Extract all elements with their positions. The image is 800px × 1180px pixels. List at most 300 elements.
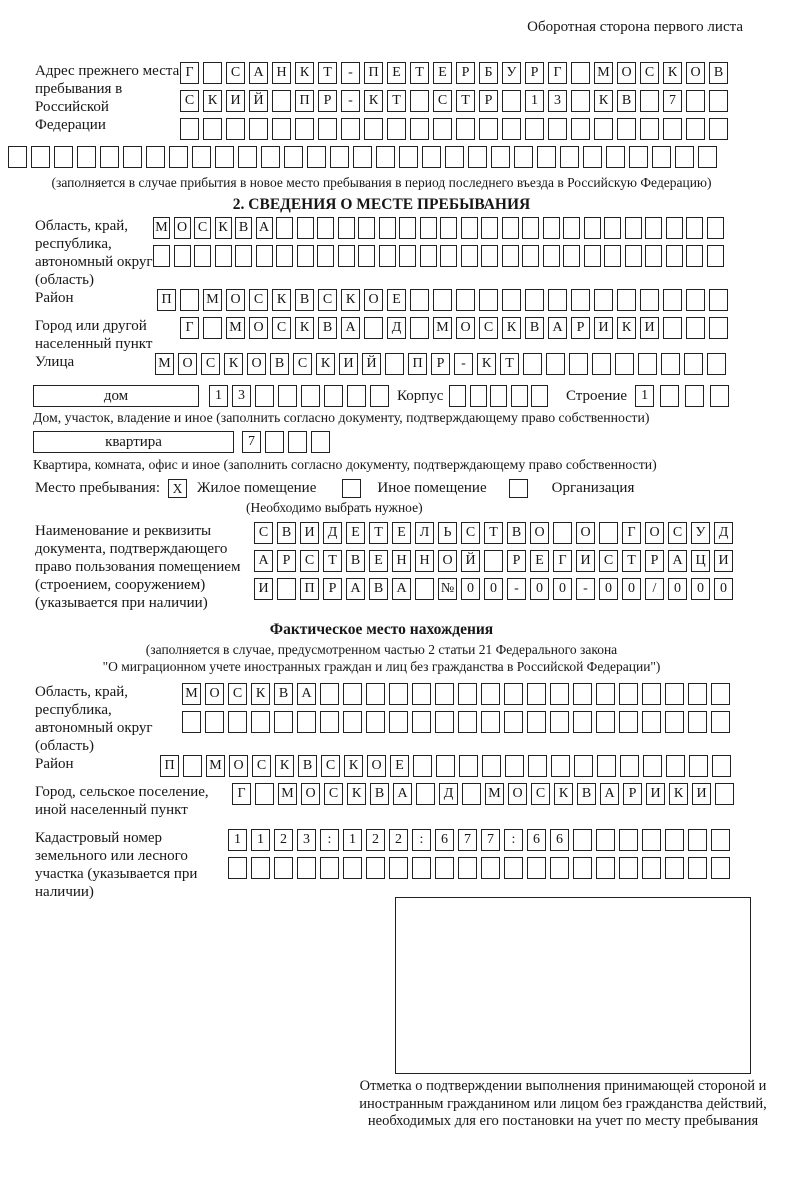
char-cell[interactable]: Й (362, 353, 381, 375)
char-cell[interactable]: С (226, 62, 245, 84)
char-cell[interactable]: - (454, 353, 473, 375)
char-cell[interactable]: А (393, 783, 412, 805)
char-cell[interactable]: С (228, 683, 247, 705)
char-cell[interactable] (504, 711, 523, 733)
char-cell[interactable] (153, 245, 170, 267)
char-cell[interactable] (433, 289, 452, 311)
char-cell[interactable]: Т (500, 353, 519, 375)
char-cell[interactable]: М (433, 317, 452, 339)
char-cell[interactable] (251, 711, 270, 733)
char-cell[interactable]: К (341, 289, 360, 311)
char-cell[interactable]: У (691, 522, 710, 544)
char-cell[interactable] (709, 289, 728, 311)
char-cell[interactable] (318, 118, 337, 140)
char-cell[interactable] (470, 385, 487, 407)
char-cell[interactable] (550, 711, 569, 733)
char-cell[interactable] (412, 683, 431, 705)
char-cell[interactable] (278, 385, 297, 407)
char-cell[interactable]: М (594, 62, 613, 84)
char-cell[interactable]: С (194, 217, 211, 239)
char-cell[interactable]: К (364, 90, 383, 112)
char-cell[interactable]: К (272, 289, 291, 311)
char-cell[interactable]: В (270, 353, 289, 375)
char-cell[interactable] (456, 118, 475, 140)
char-cell[interactable] (205, 711, 224, 733)
char-cell[interactable] (297, 217, 314, 239)
char-cell[interactable] (307, 146, 326, 168)
char-cell[interactable] (619, 857, 638, 879)
char-cell[interactable]: 7 (242, 431, 261, 453)
char-cell[interactable] (645, 245, 662, 267)
char-cell[interactable]: Ь (438, 522, 457, 544)
char-cell[interactable] (620, 755, 639, 777)
char-cell[interactable] (364, 317, 383, 339)
char-cell[interactable]: Р (525, 62, 544, 84)
char-cell[interactable]: В (525, 317, 544, 339)
char-cell[interactable] (389, 683, 408, 705)
char-cell[interactable] (686, 217, 703, 239)
char-cell[interactable] (412, 711, 431, 733)
char-cell[interactable]: 0 (691, 578, 710, 600)
char-cell[interactable] (330, 146, 349, 168)
char-cell[interactable] (596, 683, 615, 705)
char-cell[interactable]: 1 (635, 385, 654, 407)
char-cell[interactable] (297, 711, 316, 733)
char-cell[interactable] (629, 146, 648, 168)
char-cell[interactable] (459, 755, 478, 777)
char-cell[interactable] (502, 118, 521, 140)
char-cell[interactable]: С (293, 353, 312, 375)
char-cell[interactable]: А (392, 578, 411, 600)
char-cell[interactable]: С (324, 783, 343, 805)
char-cell[interactable]: В (298, 755, 317, 777)
char-cell[interactable]: С (599, 550, 618, 572)
char-cell[interactable]: И (594, 317, 613, 339)
char-cell[interactable]: С (640, 62, 659, 84)
char-cell[interactable] (573, 683, 592, 705)
char-cell[interactable] (215, 245, 232, 267)
char-cell[interactable] (228, 711, 247, 733)
char-cell[interactable]: О (249, 317, 268, 339)
char-cell[interactable] (146, 146, 165, 168)
char-cell[interactable]: С (254, 522, 273, 544)
char-cell[interactable] (77, 146, 96, 168)
char-cell[interactable]: Д (323, 522, 342, 544)
char-cell[interactable]: Г (232, 783, 251, 805)
char-cell[interactable]: Т (622, 550, 641, 572)
char-cell[interactable] (707, 217, 724, 239)
char-cell[interactable]: Т (369, 522, 388, 544)
char-cell[interactable] (461, 245, 478, 267)
char-cell[interactable] (546, 353, 565, 375)
char-cell[interactable]: К (224, 353, 243, 375)
char-cell[interactable]: О (645, 522, 664, 544)
char-cell[interactable] (663, 289, 682, 311)
char-cell[interactable] (642, 683, 661, 705)
char-cell[interactable] (272, 118, 291, 140)
char-cell[interactable]: Л (415, 522, 434, 544)
char-cell[interactable] (569, 353, 588, 375)
char-cell[interactable] (203, 118, 222, 140)
char-cell[interactable]: 0 (714, 578, 733, 600)
char-cell[interactable] (436, 755, 455, 777)
char-cell[interactable]: С (300, 550, 319, 572)
char-cell[interactable]: С (531, 783, 550, 805)
char-cell[interactable]: В (709, 62, 728, 84)
char-cell[interactable] (511, 385, 528, 407)
char-cell[interactable] (642, 829, 661, 851)
char-cell[interactable]: М (226, 317, 245, 339)
char-cell[interactable]: М (182, 683, 201, 705)
char-cell[interactable] (617, 289, 636, 311)
char-cell[interactable] (666, 245, 683, 267)
char-cell[interactable] (445, 146, 464, 168)
char-cell[interactable] (343, 857, 362, 879)
char-cell[interactable] (625, 217, 642, 239)
char-cell[interactable] (482, 755, 501, 777)
char-cell[interactable] (297, 245, 314, 267)
char-cell[interactable] (525, 118, 544, 140)
char-cell[interactable]: В (577, 783, 596, 805)
char-cell[interactable]: И (692, 783, 711, 805)
char-cell[interactable] (537, 146, 556, 168)
char-cell[interactable] (550, 857, 569, 879)
char-cell[interactable] (688, 711, 707, 733)
char-cell[interactable]: В (369, 578, 388, 600)
char-cell[interactable] (527, 711, 546, 733)
char-cell[interactable] (410, 90, 429, 112)
char-cell[interactable] (523, 353, 542, 375)
char-cell[interactable] (320, 711, 339, 733)
char-cell[interactable] (320, 857, 339, 879)
char-cell[interactable] (707, 353, 726, 375)
char-cell[interactable]: П (300, 578, 319, 600)
char-cell[interactable] (311, 431, 330, 453)
char-cell[interactable]: К (554, 783, 573, 805)
char-cell[interactable] (255, 385, 274, 407)
char-cell[interactable]: Т (318, 62, 337, 84)
char-cell[interactable] (491, 146, 510, 168)
char-cell[interactable]: Т (323, 550, 342, 572)
char-cell[interactable] (573, 857, 592, 879)
char-cell[interactable]: К (669, 783, 688, 805)
char-cell[interactable] (502, 289, 521, 311)
char-cell[interactable] (686, 317, 705, 339)
char-cell[interactable]: О (686, 62, 705, 84)
char-cell[interactable]: Н (415, 550, 434, 572)
char-cell[interactable]: П (364, 62, 383, 84)
char-cell[interactable]: № (438, 578, 457, 600)
char-cell[interactable]: Е (387, 289, 406, 311)
char-cell[interactable]: 0 (530, 578, 549, 600)
char-cell[interactable]: Т (410, 62, 429, 84)
char-cell[interactable] (531, 385, 548, 407)
char-cell[interactable] (379, 217, 396, 239)
char-cell[interactable] (563, 245, 580, 267)
char-cell[interactable] (481, 683, 500, 705)
char-cell[interactable]: 1 (228, 829, 247, 851)
char-cell[interactable] (366, 857, 385, 879)
char-cell[interactable] (594, 289, 613, 311)
char-cell[interactable] (256, 245, 273, 267)
char-cell[interactable] (596, 857, 615, 879)
char-cell[interactable]: Р (479, 90, 498, 112)
char-cell[interactable] (288, 431, 307, 453)
char-cell[interactable] (663, 317, 682, 339)
char-cell[interactable] (596, 711, 615, 733)
char-cell[interactable] (689, 755, 708, 777)
char-cell[interactable] (642, 857, 661, 879)
char-cell[interactable]: С (272, 317, 291, 339)
char-cell[interactable]: К (275, 755, 294, 777)
char-cell[interactable]: 7 (458, 829, 477, 851)
char-cell[interactable] (675, 146, 694, 168)
char-cell[interactable] (490, 385, 507, 407)
char-cell[interactable]: К (203, 90, 222, 112)
char-cell[interactable] (235, 245, 252, 267)
char-cell[interactable]: 1 (525, 90, 544, 112)
char-cell[interactable] (502, 245, 519, 267)
char-cell[interactable] (338, 245, 355, 267)
char-cell[interactable] (543, 217, 560, 239)
char-cell[interactable] (416, 783, 435, 805)
char-cell[interactable]: К (295, 317, 314, 339)
char-cell[interactable]: В (277, 522, 296, 544)
char-cell[interactable] (347, 385, 366, 407)
char-cell[interactable]: Т (484, 522, 503, 544)
char-cell[interactable]: А (600, 783, 619, 805)
char-cell[interactable]: 3 (297, 829, 316, 851)
char-cell[interactable]: 0 (599, 578, 618, 600)
char-cell[interactable]: К (477, 353, 496, 375)
char-cell[interactable]: О (178, 353, 197, 375)
char-cell[interactable] (297, 857, 316, 879)
char-cell[interactable] (249, 118, 268, 140)
char-cell[interactable]: О (226, 289, 245, 311)
char-cell[interactable]: С (180, 90, 199, 112)
char-cell[interactable] (410, 118, 429, 140)
char-cell[interactable] (666, 217, 683, 239)
char-cell[interactable]: - (576, 578, 595, 600)
char-cell[interactable]: А (341, 317, 360, 339)
char-cell[interactable]: 3 (232, 385, 251, 407)
char-cell[interactable]: Г (553, 550, 572, 572)
char-cell[interactable] (358, 217, 375, 239)
char-cell[interactable] (551, 755, 570, 777)
char-cell[interactable] (481, 217, 498, 239)
char-cell[interactable]: К (344, 755, 363, 777)
char-cell[interactable] (468, 146, 487, 168)
char-cell[interactable] (123, 146, 142, 168)
char-cell[interactable]: А (297, 683, 316, 705)
char-cell[interactable]: К (316, 353, 335, 375)
char-cell[interactable]: М (278, 783, 297, 805)
char-cell[interactable]: С (461, 522, 480, 544)
char-cell[interactable]: О (617, 62, 636, 84)
char-cell[interactable]: П (295, 90, 314, 112)
char-cell[interactable] (385, 353, 404, 375)
char-cell[interactable] (412, 857, 431, 879)
char-cell[interactable]: / (645, 578, 664, 600)
char-cell[interactable]: 7 (481, 829, 500, 851)
char-cell[interactable] (710, 385, 729, 407)
char-cell[interactable] (619, 711, 638, 733)
char-cell[interactable]: М (485, 783, 504, 805)
checkbox-inoe[interactable] (342, 479, 361, 498)
char-cell[interactable]: В (295, 289, 314, 311)
char-cell[interactable]: В (370, 783, 389, 805)
char-cell[interactable]: Д (439, 783, 458, 805)
char-cell[interactable]: И (714, 550, 733, 572)
char-cell[interactable]: О (530, 522, 549, 544)
char-cell[interactable] (399, 245, 416, 267)
char-cell[interactable] (548, 118, 567, 140)
char-cell[interactable]: Р (507, 550, 526, 572)
char-cell[interactable]: 1 (251, 829, 270, 851)
char-cell[interactable] (688, 683, 707, 705)
char-cell[interactable] (295, 118, 314, 140)
char-cell[interactable] (479, 118, 498, 140)
char-cell[interactable] (481, 857, 500, 879)
char-cell[interactable]: М (206, 755, 225, 777)
char-cell[interactable]: Е (530, 550, 549, 572)
char-cell[interactable] (387, 118, 406, 140)
char-cell[interactable] (665, 857, 684, 879)
char-cell[interactable]: Р (323, 578, 342, 600)
char-cell[interactable]: - (507, 578, 526, 600)
char-cell[interactable] (688, 857, 707, 879)
char-cell[interactable]: И (226, 90, 245, 112)
char-cell[interactable]: П (157, 289, 176, 311)
char-cell[interactable] (182, 711, 201, 733)
char-cell[interactable] (255, 783, 274, 805)
char-cell[interactable] (479, 289, 498, 311)
char-cell[interactable] (435, 857, 454, 879)
char-cell[interactable] (527, 857, 546, 879)
char-cell[interactable]: Р (277, 550, 296, 572)
char-cell[interactable]: О (229, 755, 248, 777)
char-cell[interactable]: Е (369, 550, 388, 572)
char-cell[interactable] (274, 711, 293, 733)
char-cell[interactable] (31, 146, 50, 168)
char-cell[interactable] (571, 62, 590, 84)
char-cell[interactable]: Б (479, 62, 498, 84)
char-cell[interactable]: С (252, 755, 271, 777)
char-cell[interactable] (301, 385, 320, 407)
char-cell[interactable]: Г (622, 522, 641, 544)
char-cell[interactable] (317, 217, 334, 239)
char-cell[interactable] (709, 90, 728, 112)
char-cell[interactable]: О (367, 755, 386, 777)
char-cell[interactable]: И (254, 578, 273, 600)
char-cell[interactable] (688, 829, 707, 851)
char-cell[interactable] (711, 711, 730, 733)
char-cell[interactable] (686, 289, 705, 311)
char-cell[interactable]: В (507, 522, 526, 544)
char-cell[interactable] (183, 755, 202, 777)
char-cell[interactable] (389, 857, 408, 879)
char-cell[interactable] (505, 755, 524, 777)
char-cell[interactable]: В (274, 683, 293, 705)
char-cell[interactable]: А (548, 317, 567, 339)
char-cell[interactable] (484, 550, 503, 572)
char-cell[interactable]: О (438, 550, 457, 572)
char-cell[interactable] (715, 783, 734, 805)
char-cell[interactable]: Н (272, 62, 291, 84)
char-cell[interactable] (711, 857, 730, 879)
char-cell[interactable] (389, 711, 408, 733)
char-cell[interactable]: К (502, 317, 521, 339)
char-cell[interactable] (686, 118, 705, 140)
char-cell[interactable] (276, 245, 293, 267)
char-cell[interactable]: О (205, 683, 224, 705)
char-cell[interactable] (320, 683, 339, 705)
char-cell[interactable] (343, 711, 362, 733)
char-cell[interactable] (563, 217, 580, 239)
char-cell[interactable] (640, 118, 659, 140)
char-cell[interactable] (625, 245, 642, 267)
char-cell[interactable] (640, 289, 659, 311)
char-cell[interactable]: О (456, 317, 475, 339)
char-cell[interactable] (571, 90, 590, 112)
char-cell[interactable] (642, 711, 661, 733)
char-cell[interactable] (571, 289, 590, 311)
char-cell[interactable]: 2 (366, 829, 385, 851)
char-cell[interactable] (663, 118, 682, 140)
char-cell[interactable]: Е (390, 755, 409, 777)
char-cell[interactable] (665, 829, 684, 851)
char-cell[interactable]: Д (387, 317, 406, 339)
char-cell[interactable]: Й (461, 550, 480, 572)
char-cell[interactable] (358, 245, 375, 267)
char-cell[interactable] (433, 118, 452, 140)
char-cell[interactable] (415, 578, 434, 600)
char-cell[interactable]: С (249, 289, 268, 311)
char-cell[interactable] (584, 217, 601, 239)
char-cell[interactable] (665, 711, 684, 733)
char-cell[interactable] (527, 683, 546, 705)
char-cell[interactable] (619, 829, 638, 851)
char-cell[interactable] (597, 755, 616, 777)
char-cell[interactable] (364, 118, 383, 140)
char-cell[interactable]: В (346, 550, 365, 572)
char-cell[interactable] (684, 353, 703, 375)
char-cell[interactable]: И (339, 353, 358, 375)
char-cell[interactable] (458, 711, 477, 733)
char-cell[interactable] (652, 146, 671, 168)
char-cell[interactable] (399, 217, 416, 239)
char-cell[interactable]: Е (433, 62, 452, 84)
char-cell[interactable]: 2 (274, 829, 293, 851)
char-cell[interactable] (606, 146, 625, 168)
char-cell[interactable] (265, 431, 284, 453)
char-cell[interactable] (435, 683, 454, 705)
char-cell[interactable] (100, 146, 119, 168)
char-cell[interactable]: М (155, 353, 174, 375)
char-cell[interactable]: 0 (622, 578, 641, 600)
char-cell[interactable]: 2 (389, 829, 408, 851)
char-cell[interactable] (640, 90, 659, 112)
char-cell[interactable] (514, 146, 533, 168)
char-cell[interactable]: : (320, 829, 339, 851)
char-cell[interactable] (522, 217, 539, 239)
char-cell[interactable] (548, 289, 567, 311)
char-cell[interactable] (709, 118, 728, 140)
char-cell[interactable] (341, 118, 360, 140)
char-cell[interactable] (686, 245, 703, 267)
char-cell[interactable] (592, 353, 611, 375)
char-cell[interactable] (560, 146, 579, 168)
